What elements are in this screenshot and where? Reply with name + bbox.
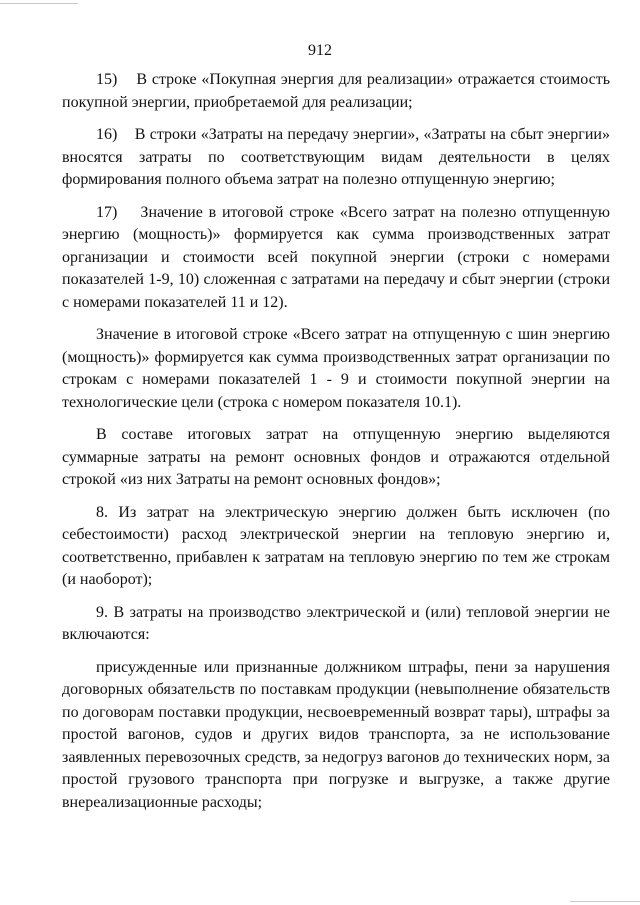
paragraph-item-8: 8. Из затрат на электрическую энергию должен быть исключен (по себестоимости) расход электрической энергии на тепловую энергию и, соответственно, прибавлен к затратам на тепловую энергию по тем же строкам (и наоборот); [62,503,610,588]
paragraph-repair-costs: В составе итоговых затрат на отпущенную энергию выделяются суммарные затраты на ремонт основных фондов и отражаются отдельной строкой «из них Затраты на ремонт основных фондов»; [62,426,610,488]
page-number: 912 [308,42,332,59]
paragraph-item-17: 17) Значение в итоговой строке «Всего затрат на полезно отпущенную энергию (мощность)» формируется как сумма производственных затрат организации и стоимости всей покупной энергии (строки с номерами показателей 1-9, 10) сложенная с затратами на передачу и сбыт энергии (строки с номерами показателей 11 и 12). [62,203,610,311]
paragraph-fines-list: присужденные или признанные должником штрафы, пени за нарушения договорных обязательств по поставкам продукции (невыполнение обязательств по договорам поставки продукции, несвоевременный возврат тары), штрафы за простой вагонов, судов и других видов транспорта, за не использование заявленных перевозочных средств, за недогруз вагонов до технических норм, за простой грузового транспорта при погрузке и выгрузке, а также другие внереализационные расходы; [62,658,610,811]
paragraph-item-16: 16) В строки «Затраты на передачу энергии», «Затраты на сбыт энергии» вносятся затраты по соответствующим видам деятельности в целях формирования полного объема затрат на полезно отпущенную энергию; [62,126,610,188]
paragraph-total-from-buses: Значение в итоговой строке «Всего затрат на отпущенную с шин энергию (мощность)» формируется как сумма производственных затрат организации по строкам с номерами показателей 1 - 9 и стоимости покупной энергии на технологические цели (строка с номером показателя 10.1). [62,326,610,411]
top-edge-line [0,3,78,4]
paragraph-item-9: 9. В затраты на производство электрической и (или) тепловой энергии не включаются: [62,603,610,643]
document-body [62,69,610,814]
paragraph-item-15: 15) В строке «Покупная энергия для реализации» отражается стоимость покупной энергии, приобретаемой для реализации; [62,71,610,111]
bottom-edge-line [570,901,640,902]
